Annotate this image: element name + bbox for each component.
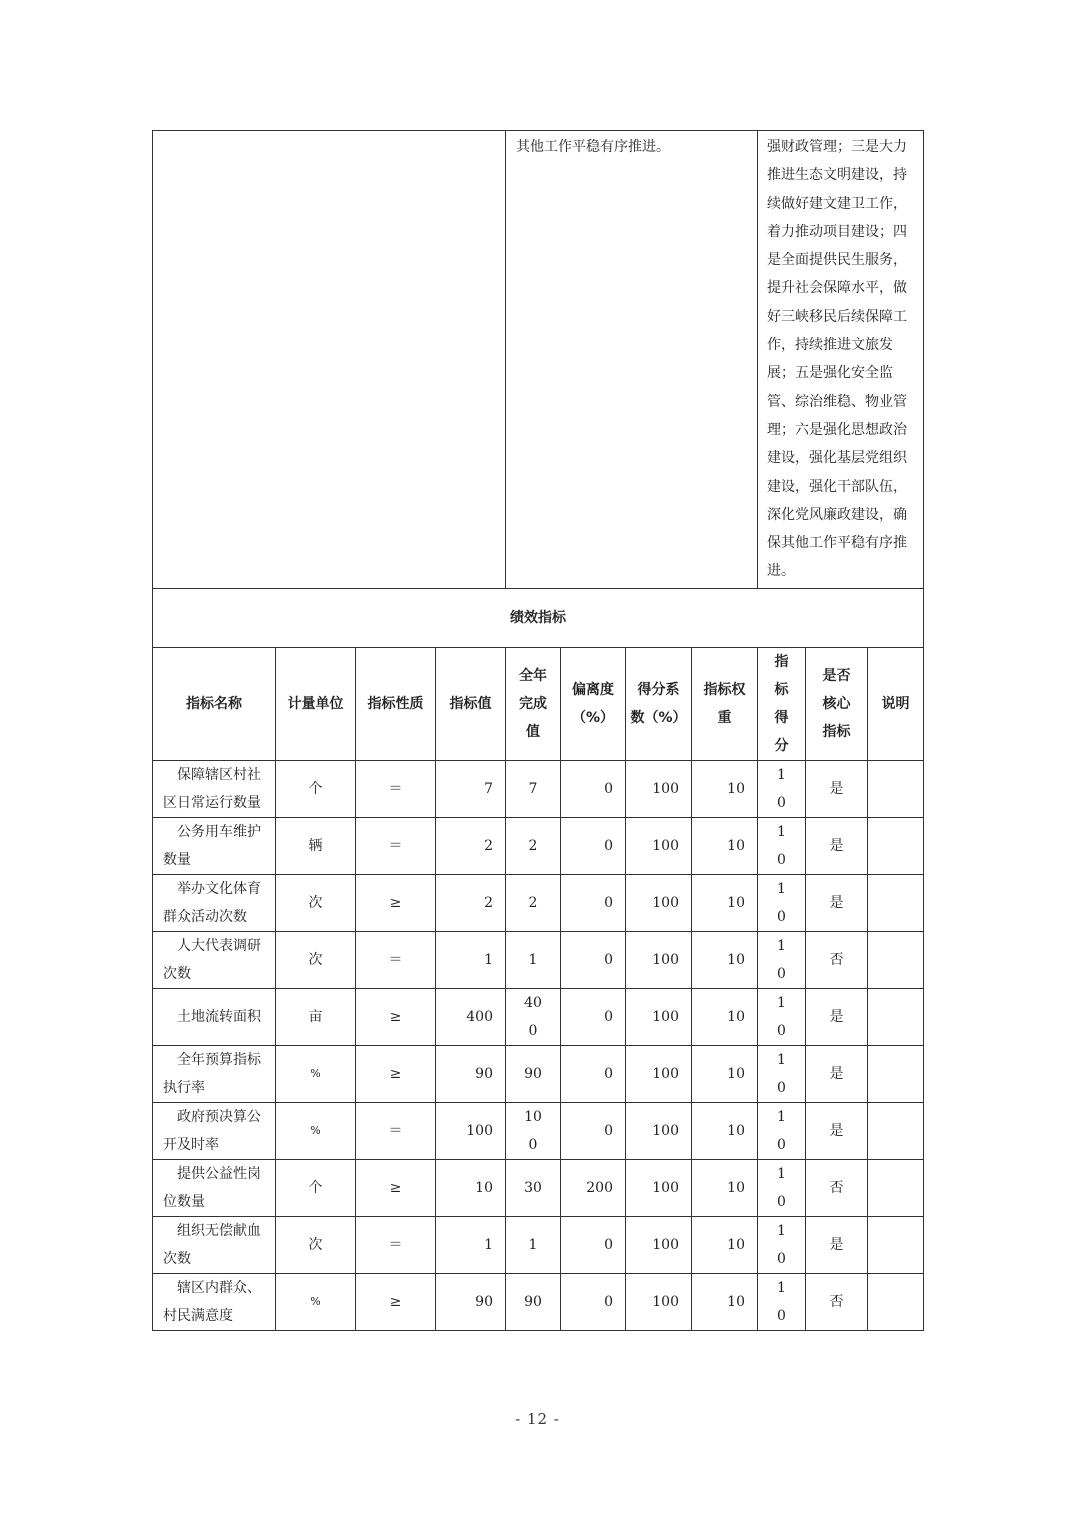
header-target: 指标值 [436, 647, 506, 761]
cell-core: 是 [806, 1046, 868, 1103]
cell-coef: 100 [626, 818, 692, 875]
cell-nature: ＝ [356, 1217, 436, 1274]
cell-note [868, 989, 924, 1046]
header-coef: 得分系 数（%） [626, 647, 692, 761]
cell-target: 1 [436, 1217, 506, 1274]
cell-target: 90 [436, 1274, 506, 1331]
cell-coef: 100 [626, 932, 692, 989]
top-middle-cell: 其他工作平稳有序推进。 [506, 131, 758, 589]
cell-actual-text: 10 0 [524, 1109, 542, 1154]
cell-note [868, 761, 924, 818]
cell-weight: 10 [692, 1046, 758, 1103]
cell-nature: ＝ [356, 818, 436, 875]
cell-name: 组织无偿献血次数 [153, 1217, 276, 1274]
cell-nature: ≥ [356, 1274, 436, 1331]
header-deviation: 偏离度 （%） [561, 647, 626, 761]
cell-actual-text: 40 0 [524, 995, 542, 1040]
header-score: 指 标 得 分 [758, 647, 806, 761]
cell-score-text: 1 0 [777, 1223, 786, 1268]
cell-deviation: 200 [561, 1160, 626, 1217]
cell-unit: 次 [276, 875, 356, 932]
cell-actual-text: 90 [524, 1066, 542, 1083]
cell-target: 7 [436, 761, 506, 818]
cell-actual [506, 1274, 561, 1331]
cell-note [868, 932, 924, 989]
cell-nature: ≥ [356, 1046, 436, 1103]
cell-deviation: 0 [561, 1103, 626, 1160]
cell-coef: 100 [626, 989, 692, 1046]
cell-target: 400 [436, 989, 506, 1046]
table-row [153, 989, 924, 1046]
cell-deviation: 0 [561, 875, 626, 932]
cell-unit: 个 [276, 1160, 356, 1217]
cell-core: 是 [806, 875, 868, 932]
cell-deviation: 0 [561, 1217, 626, 1274]
cell-weight: 10 [692, 932, 758, 989]
cell-core: 否 [806, 1274, 868, 1331]
cell-nature: ＝ [356, 932, 436, 989]
cell-weight: 10 [692, 875, 758, 932]
cell-name: 辖区内群众、村民满意度 [153, 1274, 276, 1331]
cell-actual-text: 1 [528, 1237, 538, 1254]
cell-note [868, 1046, 924, 1103]
cell-note [868, 1160, 924, 1217]
cell-unit: % [276, 1274, 356, 1331]
page-number: - 12 - [515, 1410, 560, 1428]
cell-target: 100 [436, 1103, 506, 1160]
table-row [153, 1217, 924, 1274]
cell-score-text: 1 0 [777, 881, 786, 926]
table-row [153, 1274, 924, 1331]
table-row [153, 932, 924, 989]
cell-unit: 个 [276, 761, 356, 818]
cell-score-text: 1 0 [777, 995, 786, 1040]
cell-coef: 100 [626, 1103, 692, 1160]
cell-score [758, 761, 806, 818]
cell-weight: 10 [692, 1103, 758, 1160]
header-core: 是否 核心 指标 [806, 647, 868, 761]
cell-note [868, 875, 924, 932]
cell-weight: 10 [692, 1217, 758, 1274]
cell-score [758, 1217, 806, 1274]
cell-score-text: 1 0 [777, 938, 786, 983]
cell-score-text: 1 0 [777, 824, 786, 869]
cell-nature: ＝ [356, 1103, 436, 1160]
cell-score [758, 932, 806, 989]
cell-coef: 100 [626, 761, 692, 818]
cell-coef: 100 [626, 875, 692, 932]
cell-weight: 10 [692, 989, 758, 1046]
cell-actual-text: 2 [528, 895, 538, 912]
cell-actual [506, 932, 561, 989]
cell-name: 全年预算指标执行率 [153, 1046, 276, 1103]
cell-actual [506, 761, 561, 818]
cell-name: 土地流转面积 [153, 989, 276, 1046]
cell-note [868, 818, 924, 875]
cell-name: 提供公益性岗位数量 [153, 1160, 276, 1217]
cell-actual [506, 1160, 561, 1217]
cell-note [868, 1217, 924, 1274]
cell-core: 是 [806, 1217, 868, 1274]
cell-unit: 次 [276, 1217, 356, 1274]
cell-score-text: 1 0 [777, 1109, 786, 1154]
header-weight: 指标权 重 [692, 647, 758, 761]
cell-unit: % [276, 1046, 356, 1103]
cell-actual [506, 818, 561, 875]
cell-deviation: 0 [561, 989, 626, 1046]
cell-score-text: 1 0 [777, 1052, 786, 1097]
cell-actual [506, 989, 561, 1046]
cell-deviation: 0 [561, 761, 626, 818]
cell-actual-text: 7 [528, 781, 538, 798]
header-row [153, 647, 924, 761]
cell-note [868, 1103, 924, 1160]
cell-actual [506, 875, 561, 932]
cell-weight: 10 [692, 818, 758, 875]
header-nature: 指标性质 [356, 647, 436, 761]
cell-target: 90 [436, 1046, 506, 1103]
cell-score [758, 1103, 806, 1160]
cell-coef: 100 [626, 1160, 692, 1217]
header-note: 说明 [868, 647, 924, 761]
top-right-cell: 强财政管理；三是大力推进生态文明建设，持续做好建文建卫工作，着力推动项目建设；四是全面提供民生服务，提升社会保障水平，做好三峡移民后续保障工作，持续推进文旅发展；五是强化安全监管、综治维稳、物业管理；六是强化思想政治建设，强化基层党组织建设，强化干部队伍，深化党风廉政建设，确保其他工作平稳有序推进。 [758, 131, 924, 589]
cell-name: 人大代表调研次数 [153, 932, 276, 989]
cell-nature: ≥ [356, 875, 436, 932]
cell-deviation: 0 [561, 932, 626, 989]
cell-name: 政府预决算公开及时率 [153, 1103, 276, 1160]
table-row [153, 818, 924, 875]
cell-score [758, 1160, 806, 1217]
cell-score [758, 1274, 806, 1331]
cell-coef: 100 [626, 1217, 692, 1274]
cell-coef: 100 [626, 1046, 692, 1103]
header-actual: 全年 完成 值 [506, 647, 561, 761]
cell-unit: 亩 [276, 989, 356, 1046]
cell-actual [506, 1103, 561, 1160]
cell-score-text: 1 0 [777, 1280, 786, 1325]
cell-score [758, 1046, 806, 1103]
header-name: 指标名称 [153, 647, 276, 761]
cell-actual-text: 30 [524, 1180, 542, 1197]
cell-unit: 辆 [276, 818, 356, 875]
cell-name: 公务用车维护数量 [153, 818, 276, 875]
table-row [153, 1103, 924, 1160]
cell-deviation: 0 [561, 1046, 626, 1103]
cell-core: 否 [806, 1160, 868, 1217]
cell-weight: 10 [692, 761, 758, 818]
cell-unit: % [276, 1103, 356, 1160]
cell-score-text: 1 0 [777, 767, 786, 812]
cell-core: 是 [806, 761, 868, 818]
cell-actual [506, 1046, 561, 1103]
cell-score [758, 989, 806, 1046]
table-row [153, 761, 924, 818]
cell-note [868, 1274, 924, 1331]
cell-weight: 10 [692, 1274, 758, 1331]
section-title: 绩效指标 [153, 588, 924, 647]
table-row [153, 875, 924, 932]
cell-core: 是 [806, 1103, 868, 1160]
cell-score-text: 1 0 [777, 1166, 786, 1211]
table-row [153, 1160, 924, 1217]
cell-name: 保障辖区村社区日常运行数量 [153, 761, 276, 818]
cell-nature: ≥ [356, 989, 436, 1046]
cell-coef: 100 [626, 1274, 692, 1331]
top-left-cell [153, 131, 506, 589]
header-unit: 计量单位 [276, 647, 356, 761]
cell-actual [506, 1217, 561, 1274]
cell-weight: 10 [692, 1160, 758, 1217]
cell-target: 10 [436, 1160, 506, 1217]
performance-table [152, 130, 924, 1331]
cell-unit: 次 [276, 932, 356, 989]
section-title-row [153, 588, 924, 647]
cell-nature: ＝ [356, 761, 436, 818]
cell-name: 举办文化体育群众活动次数 [153, 875, 276, 932]
cell-nature: ≥ [356, 1160, 436, 1217]
cell-actual-text: 90 [524, 1294, 542, 1311]
cell-target: 1 [436, 932, 506, 989]
cell-actual-text: 1 [528, 952, 538, 969]
cell-deviation: 0 [561, 1274, 626, 1331]
cell-target: 2 [436, 875, 506, 932]
cell-score [758, 875, 806, 932]
table-row [153, 1046, 924, 1103]
cell-actual-text: 2 [528, 838, 538, 855]
cell-score [758, 818, 806, 875]
cell-target: 2 [436, 818, 506, 875]
cell-core: 是 [806, 818, 868, 875]
cell-core: 是 [806, 989, 868, 1046]
cell-deviation: 0 [561, 818, 626, 875]
cell-core: 否 [806, 932, 868, 989]
top-text-row [153, 131, 924, 589]
